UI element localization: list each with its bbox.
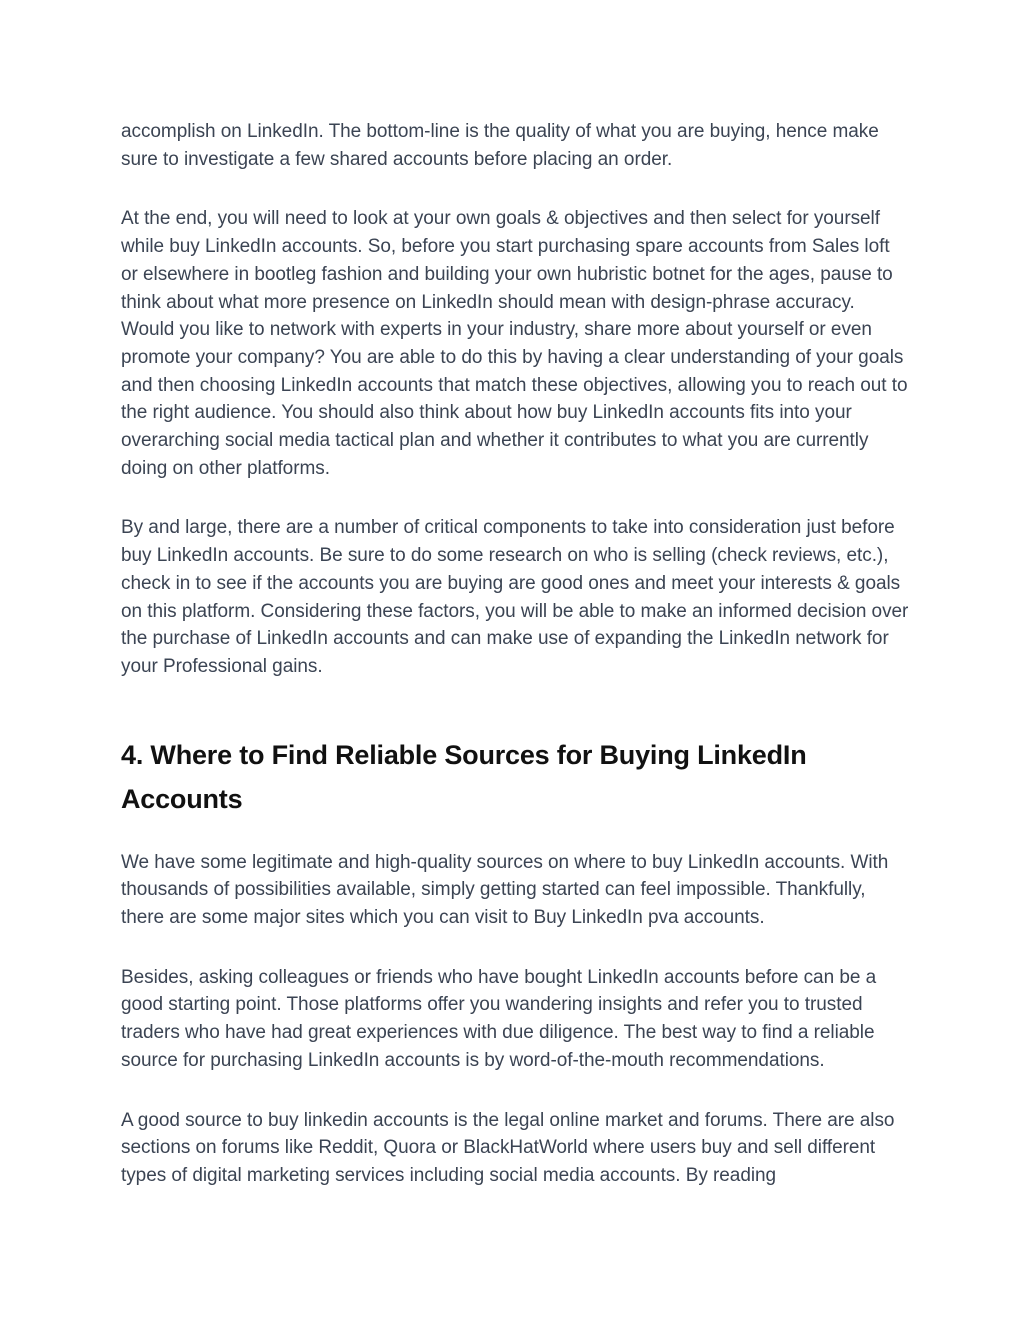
paragraph-goals-objectives: At the end, you will need to look at your own goals & objectives and then select for yourself while buy LinkedIn accounts. So, before you start purchasing spare accounts from Sales loft or elsewhere in bootleg fashion and building your own hubristic botnet for the ages, pause to think about what more presence on LinkedIn should mean with design-phrase accuracy. Would you like to network with experts in your industry, share more about yourself or even promote your company? You are able to do this by having a clear understanding of your goals and then choosing LinkedIn accounts that match these objectives, allowing you to reach out to the right audience. You should also think about how buy LinkedIn accounts fits into your overarching social media tactical plan and whether it contributes to what you are currently doing on other platforms.	[121, 208, 908, 479]
paragraph-colleagues-friends: Besides, asking colleagues or friends who have bought LinkedIn accounts before can be a good starting point. Those platforms offer you wandering insights and refer you to trusted traders who have had great experiences with due diligence. The best way to find a reliable source for purchasing LinkedIn accounts is by word-of-the-mouth recommendations.	[121, 966, 877, 1071]
section-heading: 4. Where to Find Reliable Sources for Buying LinkedIn Accounts	[121, 739, 807, 814]
paragraph-online-market-forums: A good source to buy linkedin accounts is the legal online market and forums. There are also sections on forums like Reddit, Quora or BlackHatWorld where users buy and sell different types of digital marketing services including social media accounts. By reading	[121, 1109, 895, 1186]
paragraph-legitimate-sources: We have some legitimate and high-quality sources on where to buy LinkedIn accounts. With thousands of possibilities available, simply getting started can feel impossible. Thankfully, there are some major sites which you can visit to Buy LinkedIn pva accounts.	[121, 851, 889, 929]
paragraph-critical-components: By and large, there are a number of critical components to take into consideration just before buy LinkedIn accounts. Be sure to do some research on who is selling (check reviews, etc.), check in to see if the accounts you are buying are good ones and meet your interests & goals on this platform. Considering these factors, you will be able to make an informed decision over the purchase of LinkedIn accounts and can make use of expanding the LinkedIn network for your Professional gains.	[121, 517, 909, 677]
paragraph-intro-continuation: accomplish on LinkedIn. The bottom-line is the quality of what you are buying, hence make sure to investigate a few shared accounts before placing an order.	[121, 121, 879, 170]
document-page	[121, 118, 911, 1222]
